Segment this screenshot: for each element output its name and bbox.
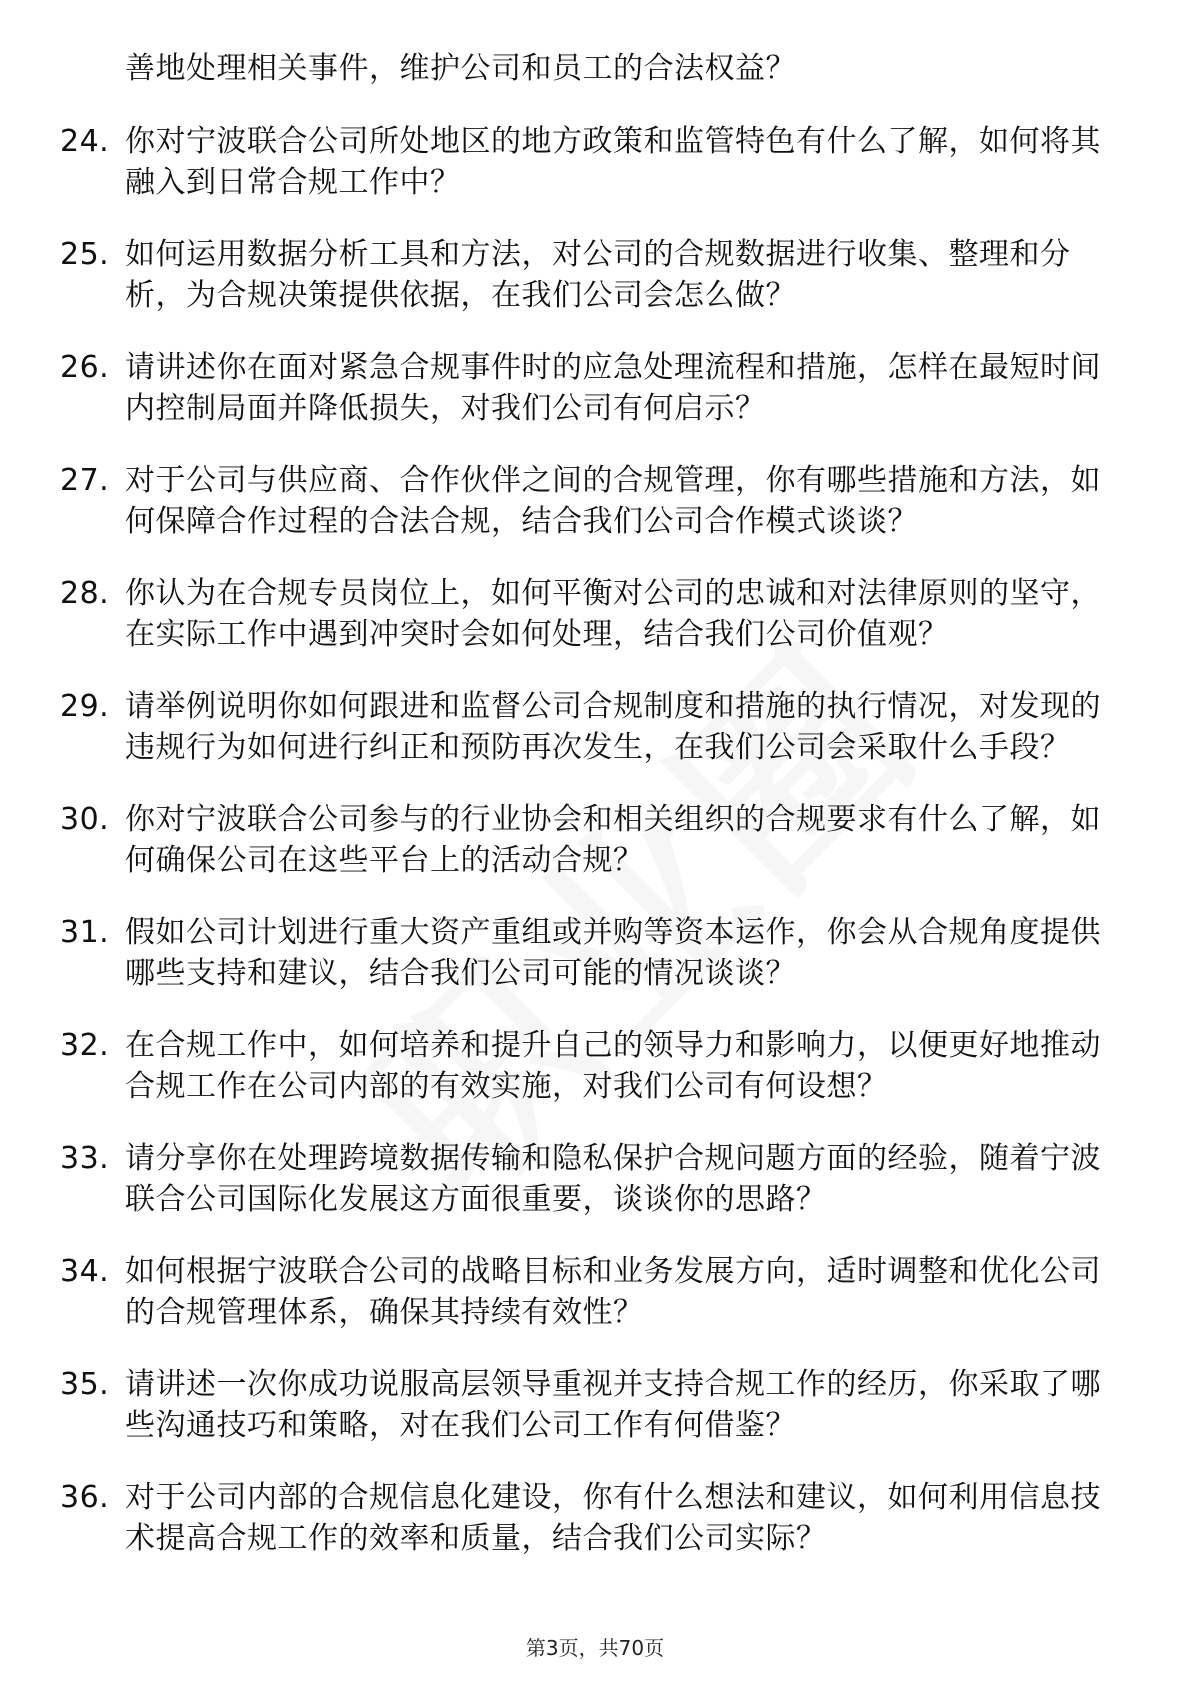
question-text: 对于公司内部的合规信息化建设，你有什么想法和建议，如何利用信息技术提高合规工作的效率和质量，结合我们公司实际？ [125,1480,1101,1556]
question-number: 30. [60,802,110,837]
question-text: 假如公司计划进行重大资产重组或并购等资本运作，你会从合规角度提供哪些支持和建议，结合我们公司可能的情况谈谈？ [125,915,1101,991]
question-item [60,347,1120,429]
question-number: 24. [60,124,110,159]
question-number: 25. [60,237,110,272]
question-item [60,1251,1120,1333]
page-footer: 第3页，共70页 [525,1636,665,1660]
question-number: 33. [60,1141,110,1176]
question-text: 请讲述一次你成功说服高层领导重视并支持合规工作的经历，你采取了哪些沟通技巧和策略，对在我们公司工作有何借鉴？ [125,1367,1101,1443]
question-number: 31. [60,915,110,950]
question-number: 34. [60,1254,110,1289]
question-text: 如何运用数据分析工具和方法，对公司的合规数据进行收集、整理和分析，为合规决策提供依据，在我们公司会怎么做？ [125,237,1071,313]
question-number: 36. [60,1480,110,1515]
question-item [60,1364,1120,1446]
question-list [60,48,1120,1590]
question-item [60,1477,1120,1559]
question-item [60,234,1120,316]
question-text: 你对宁波联合公司参与的行业协会和相关组织的合规要求有什么了解，如何确保公司在这些平台上的活动合规？ [125,802,1101,878]
question-number: 35. [60,1367,110,1402]
question-item [60,121,1120,203]
question-item [60,912,1120,994]
question-item [60,799,1120,881]
question-item [60,1138,1120,1220]
question-number: 32. [60,1028,110,1063]
question-item [60,573,1120,655]
question-text: 你认为在合规专员岗位上，如何平衡对公司的忠诚和对法律原则的坚守，在实际工作中遇到冲突时会如何处理，结合我们公司价值观？ [125,576,1101,652]
question-text: 请举例说明你如何跟进和监督公司合规制度和措施的执行情况，对发现的违规行为如何进行纠正和预防再次发生，在我们公司会采取什么手段？ [125,689,1101,765]
question-number: 28. [60,576,110,611]
question-text: 如何根据宁波联合公司的战略目标和业务发展方向，适时调整和优化公司的合规管理体系，确保其持续有效性？ [125,1254,1101,1330]
question-item [60,1025,1120,1107]
question-text: 请分享你在处理跨境数据传输和隐私保护合规问题方面的经验，随着宁波联合公司国际化发展这方面很重要，谈谈你的思路？ [125,1141,1101,1217]
question-item [60,460,1120,542]
question-number: 29. [60,689,110,724]
question-number: 27. [60,463,110,498]
continuation-text: 善地处理相关事件，维护公司和员工的合法权益？ [125,51,796,86]
question-text: 请讲述你在面对紧急合规事件时的应急处理流程和措施，怎样在最短时间内控制局面并降低损失，对我们公司有何启示？ [125,350,1101,426]
question-text: 对于公司与供应商、合作伙伴之间的合规管理，你有哪些措施和方法，如何保障合作过程的合法合规，结合我们公司合作模式谈谈？ [125,463,1101,539]
question-text: 你对宁波联合公司所处地区的地方政策和监管特色有什么了解，如何将其融入到日常合规工作中？ [125,124,1101,200]
question-text: 在合规工作中，如何培养和提升自己的领导力和影响力，以便更好地推动合规工作在公司内部的有效实施，对我们公司有何设想？ [125,1028,1101,1104]
question-item [60,686,1120,768]
question-number: 26. [60,350,110,385]
